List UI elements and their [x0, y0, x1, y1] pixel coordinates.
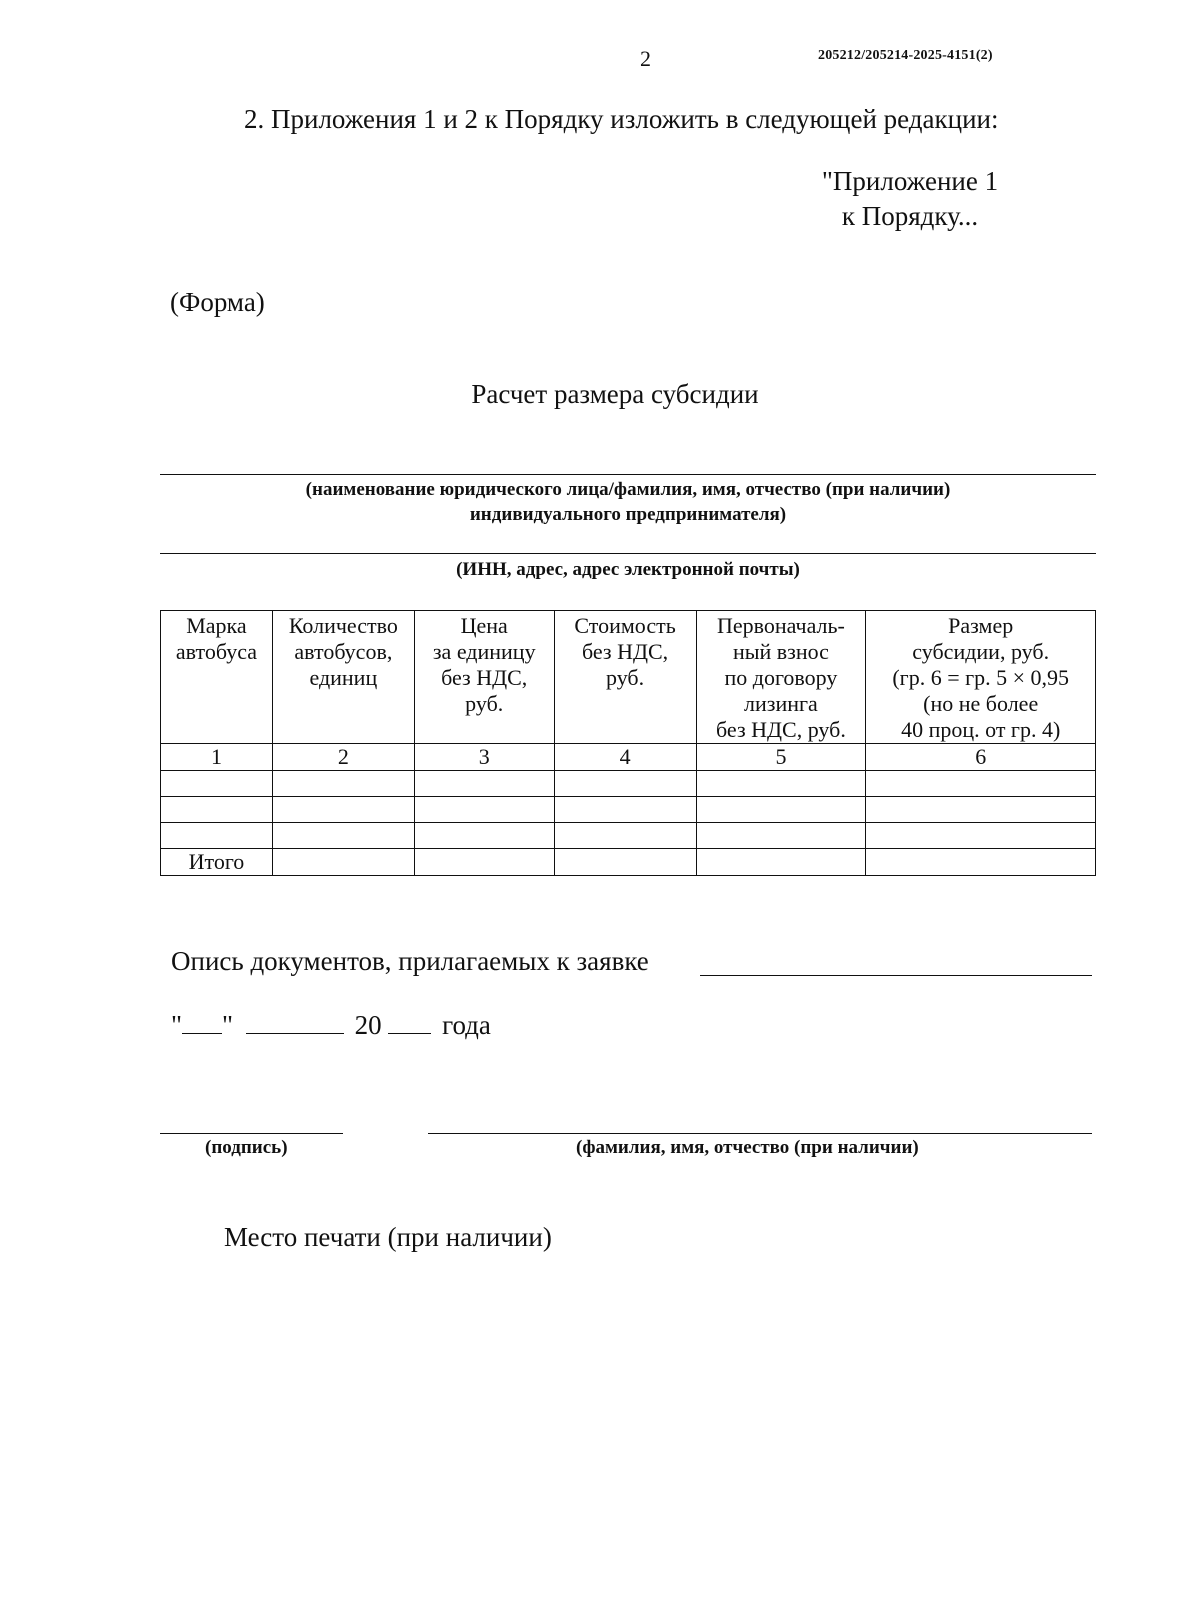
table-cell[interactable] [866, 849, 1096, 876]
column-number: 6 [866, 744, 1096, 771]
header-bus-count: Количество автобусов, единиц [272, 611, 414, 744]
inventory-label: Опись документов, прилагаемых к заявке [171, 946, 649, 976]
full-name-caption: (фамилия, имя, отчество (при наличии) [576, 1137, 919, 1158]
column-number: 3 [414, 744, 554, 771]
table-cell[interactable] [272, 849, 414, 876]
table-cell[interactable] [696, 823, 866, 849]
date-close-quote: " [222, 1010, 234, 1040]
table-cell[interactable] [696, 849, 866, 876]
table-cell[interactable] [554, 771, 696, 797]
date-field [171, 1009, 491, 1041]
header-cost: Стоимость без НДС, руб. [554, 611, 696, 744]
table-row [161, 797, 1096, 823]
year-suffix: года [442, 1010, 491, 1040]
entity-caption-line-2: индивидуального предпринимателя) [469, 504, 787, 525]
table-cell[interactable] [696, 797, 866, 823]
annex-reference [780, 164, 1040, 234]
table-cell[interactable] [866, 797, 1096, 823]
inventory-line[interactable] [700, 975, 1092, 976]
total-label: Итого [161, 849, 273, 876]
date-open-quote: " [171, 1010, 183, 1040]
column-number: 5 [696, 744, 866, 771]
entity-caption-line-1: (наименование юридического лица/фамилия, имя, отчество (при наличии) [305, 479, 951, 500]
table-cell[interactable] [414, 797, 554, 823]
table-cell[interactable] [696, 771, 866, 797]
header-subsidy-amount: Размер субсидии, руб. (гр. 6 = гр. 5 × 0,95 (но не более 40 проц. от гр. 4) [866, 611, 1096, 744]
table-cell[interactable] [161, 823, 273, 849]
annex-line-1: "Приложение 1 [821, 166, 999, 196]
form-label: (Форма) [170, 287, 265, 317]
column-number: 2 [272, 744, 414, 771]
table-cell[interactable] [161, 797, 273, 823]
seal-place-label: Место печати (при наличии) [224, 1222, 552, 1252]
table-cell[interactable] [272, 797, 414, 823]
annex-line-2: к Порядку... [841, 201, 979, 231]
year-prefix: 20 [354, 1010, 382, 1040]
header-bus-brand: Марка автобуса [161, 611, 273, 744]
document-code: 205212/205214-2025-4151(2) [818, 48, 993, 63]
table-cell[interactable] [554, 849, 696, 876]
form-title: Расчет размера субсидии [471, 379, 759, 409]
header-unit-price: Цена за единицу без НДС, руб. [414, 611, 554, 744]
entity-name-line [160, 474, 1096, 475]
table-cell[interactable] [272, 823, 414, 849]
table-cell[interactable] [866, 823, 1096, 849]
page-number: 2 [640, 46, 651, 71]
year-blank[interactable] [388, 1009, 431, 1034]
table-cell[interactable] [272, 771, 414, 797]
table-cell[interactable] [554, 797, 696, 823]
header-initial-payment: Первоначаль- ный взнос по договору лизинга без НДС, руб. [696, 611, 866, 744]
total-row [161, 849, 1096, 876]
table-cell[interactable] [554, 823, 696, 849]
table-header-row [161, 611, 1096, 744]
column-number: 1 [161, 744, 273, 771]
table-cell[interactable] [414, 849, 554, 876]
table-cell[interactable] [414, 823, 554, 849]
intro-paragraph: 2. Приложения 1 и 2 к Порядку изложить в следующей редакции: [244, 104, 999, 134]
inn-line [160, 553, 1096, 554]
full-name-line[interactable] [428, 1133, 1092, 1134]
table-cell[interactable] [866, 771, 1096, 797]
table-row [161, 771, 1096, 797]
inn-caption: (ИНН, адрес, адрес электронной почты) [456, 559, 800, 580]
signature-line[interactable] [160, 1133, 343, 1134]
signature-caption: (подпись) [205, 1137, 288, 1158]
column-number: 4 [554, 744, 696, 771]
column-number-row [161, 744, 1096, 771]
table-cell[interactable] [161, 771, 273, 797]
table-cell[interactable] [414, 771, 554, 797]
entity-name-caption [160, 477, 1096, 527]
subsidy-calculation-table [160, 610, 1096, 876]
table-row [161, 823, 1096, 849]
month-blank[interactable] [246, 1009, 344, 1034]
day-blank[interactable] [182, 1009, 222, 1034]
